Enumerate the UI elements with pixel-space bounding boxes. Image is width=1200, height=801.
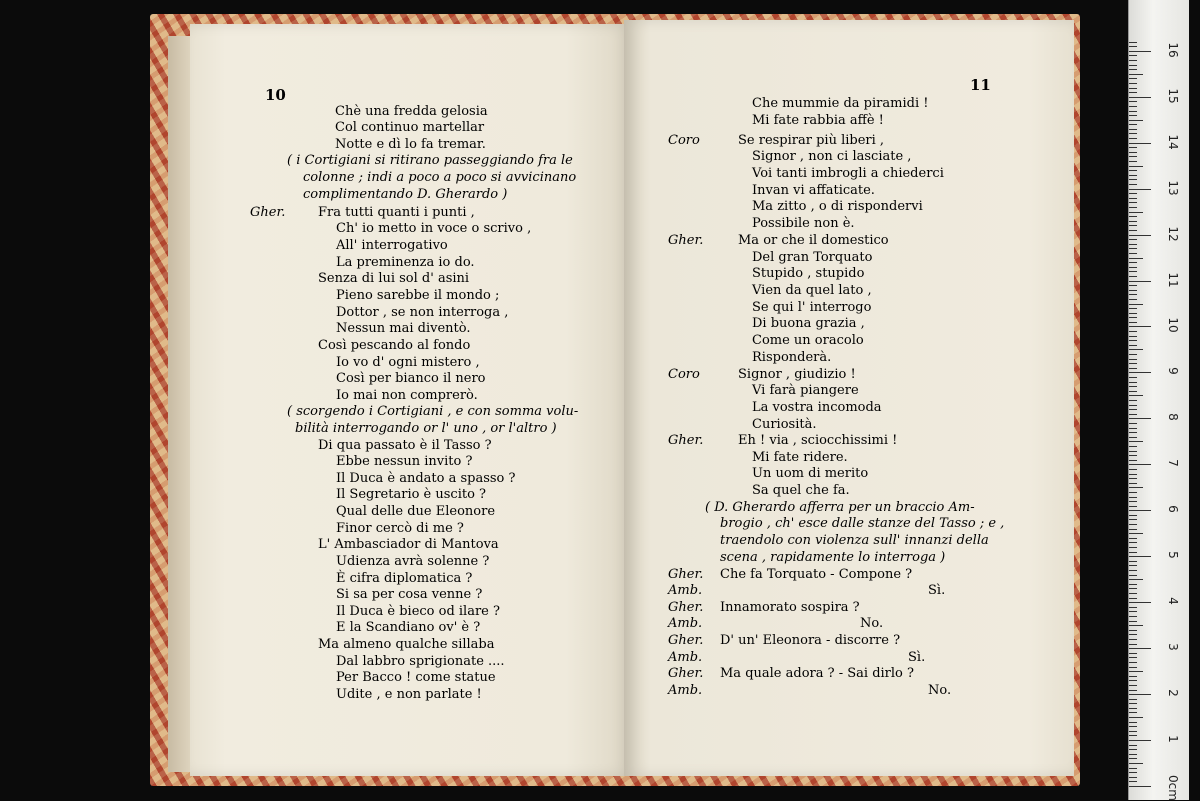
- ruler-tick: [1129, 542, 1137, 543]
- verse-line: Pieno sarebbe il mondo ;: [336, 288, 500, 303]
- ruler-tick: [1129, 143, 1151, 144]
- ruler-tick: [1129, 524, 1137, 525]
- stage-direction-line: colonne ; indi a poco a poco si avvicinano: [303, 170, 577, 185]
- ruler-tick: [1129, 326, 1151, 327]
- speaker-label: Gher.: [668, 666, 704, 681]
- ruler-tick: [1129, 501, 1137, 502]
- ruler-tick: [1129, 336, 1137, 337]
- ruler-tick: [1129, 147, 1137, 148]
- ruler-tick: [1129, 101, 1137, 102]
- verse-line: Sì.: [908, 650, 926, 665]
- ruler-tick: [1129, 441, 1143, 442]
- ruler-tick: [1129, 703, 1137, 704]
- ruler-tick: [1129, 405, 1137, 406]
- verse-line: Nessun mai diventò.: [336, 321, 471, 336]
- ruler-tick: [1129, 239, 1137, 240]
- ruler-label: 11: [1166, 271, 1180, 288]
- ruler-tick: [1129, 179, 1137, 180]
- ruler-tick: [1129, 391, 1137, 392]
- ruler-tick: [1129, 460, 1137, 461]
- verse-line: Ebbe nessun invito ?: [336, 454, 473, 469]
- ruler-tick: [1129, 133, 1137, 134]
- verse-line: Mi fate ridere.: [752, 450, 848, 465]
- ruler-tick: [1129, 258, 1143, 259]
- verse-line: Ma almeno qualche sillaba: [318, 637, 495, 652]
- verse-line: Stupido , stupido: [752, 266, 865, 281]
- verse-line: Udienza avrà solenne ?: [336, 554, 490, 569]
- ruler-tick: [1129, 290, 1137, 291]
- ruler-tick: [1129, 630, 1137, 631]
- ruler-tick: [1129, 519, 1137, 520]
- ruler-tick: [1129, 667, 1137, 668]
- ruler-tick: [1129, 749, 1137, 750]
- ruler-tick: [1129, 138, 1137, 139]
- ruler-tick: [1129, 740, 1151, 741]
- ruler-tick: [1129, 244, 1137, 245]
- ruler-tick: [1129, 621, 1137, 622]
- ruler-tick: [1129, 722, 1137, 723]
- ruler-tick: [1129, 639, 1137, 640]
- verse-line: Come un oracolo: [752, 333, 864, 348]
- ruler-label: 9: [1166, 367, 1180, 376]
- ruler-tick: [1129, 768, 1137, 769]
- ruler-label: 16: [1166, 42, 1180, 58]
- verse-line: Si sa per cosa venne ?: [336, 587, 483, 602]
- verse-line: Mi fate rabbia affè !: [752, 113, 884, 128]
- ruler-label: 2: [1166, 689, 1180, 697]
- verse-line: Io vo d' ogni mistero ,: [336, 355, 480, 370]
- verse-line: All' interrogativo: [336, 238, 448, 253]
- ruler-label: 12: [1166, 225, 1180, 242]
- ruler-tick: [1129, 161, 1137, 162]
- ruler-tick: [1129, 428, 1137, 429]
- ruler-tick: [1129, 65, 1137, 66]
- ruler-tick: [1129, 588, 1137, 589]
- ruler-label: 1: [1166, 735, 1180, 743]
- ruler-tick: [1129, 124, 1137, 125]
- ruler-tick: [1129, 584, 1137, 585]
- ruler-tick: [1129, 547, 1137, 548]
- ruler-tick: [1129, 129, 1137, 130]
- measuring-ruler: [1128, 0, 1189, 800]
- ruler-tick: [1129, 575, 1137, 576]
- ruler-tick: [1129, 712, 1137, 713]
- ruler-tick: [1129, 271, 1137, 272]
- ruler-tick: [1129, 111, 1137, 112]
- ruler-tick: [1129, 607, 1137, 608]
- ruler-label: 4: [1166, 597, 1180, 605]
- ruler-tick: [1129, 221, 1137, 222]
- ruler-tick: [1129, 611, 1137, 612]
- verse-line: Finor cercò di me ?: [336, 521, 464, 536]
- ruler-tick: [1129, 294, 1137, 295]
- ruler-tick: [1129, 731, 1137, 732]
- ruler-tick: [1129, 625, 1143, 626]
- speaker-label: Amb.: [668, 616, 703, 631]
- speaker-label: Gher.: [250, 205, 286, 220]
- ruler-tick: [1129, 363, 1137, 364]
- speaker-label: Gher.: [668, 567, 704, 582]
- verse-line: No.: [928, 683, 952, 698]
- ruler-label: 8: [1166, 413, 1180, 422]
- ruler-tick: [1129, 299, 1137, 300]
- ruler-tick: [1129, 772, 1137, 773]
- ruler-tick: [1129, 533, 1143, 534]
- ruler-tick: [1129, 216, 1137, 217]
- verse-line: Curiosità.: [752, 417, 817, 432]
- ruler-tick: [1129, 46, 1137, 47]
- ruler-tick: [1129, 382, 1137, 383]
- ruler-tick: [1129, 648, 1151, 649]
- ruler-tick: [1129, 786, 1151, 787]
- verse-line: E la Scandiano ov' è ?: [336, 620, 481, 635]
- verse-line: Col continuo martellar: [335, 120, 485, 135]
- ruler-tick: [1129, 754, 1137, 755]
- ruler-tick: [1129, 120, 1143, 121]
- ruler-tick: [1129, 202, 1137, 203]
- verse-line: Risponderà.: [752, 350, 832, 365]
- verse-line: La preminenza io do.: [336, 255, 475, 270]
- ruler-tick: [1129, 777, 1137, 778]
- speaker-label: Gher.: [668, 433, 704, 448]
- ruler-tick: [1129, 492, 1137, 493]
- verse-line: Chè una fredda gelosia: [335, 104, 488, 119]
- stage-direction-line: ( D. Gherardo afferra per un braccio Am-: [705, 500, 975, 515]
- ruler-tick: [1129, 455, 1137, 456]
- ruler-tick: [1129, 671, 1143, 672]
- ruler-tick: [1129, 552, 1137, 553]
- verse-line: Il Segretario è uscito ?: [336, 487, 487, 502]
- ruler-tick: [1129, 193, 1137, 194]
- ruler-tick: [1129, 304, 1143, 305]
- ruler-tick: [1129, 474, 1137, 475]
- verse-line: Il Duca è bieco od ilare ?: [336, 604, 500, 619]
- ruler-tick: [1129, 763, 1143, 764]
- ruler-tick: [1129, 97, 1151, 98]
- ruler-tick: [1129, 708, 1137, 709]
- ruler-tick: [1129, 69, 1137, 70]
- ruler-tick: [1129, 308, 1137, 309]
- verse-line: Il Duca è andato a spasso ?: [336, 471, 516, 486]
- ruler-tick: [1129, 345, 1137, 346]
- verse-line: Sì.: [928, 583, 946, 598]
- ruler-tick: [1129, 166, 1143, 167]
- ruler-tick: [1129, 152, 1137, 153]
- speaker-label: Coro: [668, 133, 700, 148]
- ruler-tick: [1129, 565, 1137, 566]
- left-page-number: 10: [265, 86, 286, 104]
- ruler-tick: [1129, 414, 1137, 415]
- verse-line: L' Ambasciador di Mantova: [318, 537, 499, 552]
- stage-direction-line: bilità interrogando or l' uno , or l'altro ): [295, 421, 557, 436]
- ruler-tick: [1129, 478, 1137, 479]
- verse-line: Dal labbro sprigionate ....: [336, 654, 505, 669]
- verse-line: Sa quel che fa.: [752, 483, 850, 498]
- ruler-tick: [1129, 699, 1137, 700]
- ruler-tick: [1129, 409, 1137, 410]
- ruler-tick: [1129, 602, 1151, 603]
- ruler-tick: [1129, 42, 1137, 43]
- ruler-tick: [1129, 506, 1137, 507]
- ruler-tick: [1129, 372, 1151, 373]
- verse-line: Che mummie da piramidi !: [752, 96, 929, 111]
- ruler-tick: [1129, 377, 1137, 378]
- ruler-tick: [1129, 717, 1143, 718]
- ruler-label: 10: [1166, 317, 1180, 334]
- ruler-tick: [1129, 230, 1137, 231]
- ruler-tick: [1129, 83, 1137, 84]
- ruler-label: 5: [1166, 551, 1180, 560]
- verse-line: Possibile non è.: [752, 216, 855, 231]
- speaker-label: Coro: [668, 367, 700, 382]
- ruler-tick: [1129, 653, 1137, 654]
- verse-line: Voi tanti imbrogli a chiederci: [752, 166, 944, 181]
- verse-line: Qual delle due Eleonore: [336, 504, 496, 519]
- speaker-label: Gher.: [668, 600, 704, 615]
- ruler-tick: [1129, 726, 1137, 727]
- ruler-tick: [1129, 437, 1137, 438]
- ruler-tick: [1129, 593, 1137, 594]
- ruler-tick: [1129, 634, 1137, 635]
- verse-line: No.: [860, 616, 884, 631]
- ruler-tick: [1129, 55, 1137, 56]
- ruler-tick: [1129, 781, 1137, 782]
- ruler-tick: [1129, 616, 1137, 617]
- ruler-tick: [1129, 570, 1137, 571]
- ruler-tick: [1129, 758, 1137, 759]
- ruler-tick: [1129, 662, 1137, 663]
- verse-line: Vien da quel lato ,: [752, 283, 872, 298]
- ruler-tick: [1129, 235, 1151, 236]
- ruler-tick: [1129, 92, 1137, 93]
- verse-line: Vi farà piangere: [752, 383, 859, 398]
- speaker-label: Gher.: [668, 633, 704, 648]
- ruler-tick: [1129, 198, 1137, 199]
- ruler-label: 3: [1166, 643, 1180, 651]
- ruler-tick: [1129, 331, 1137, 332]
- ruler-tick: [1129, 680, 1137, 681]
- ruler-tick: [1129, 368, 1137, 369]
- ruler-tick: [1129, 340, 1137, 341]
- ruler-tick: [1129, 451, 1137, 452]
- ruler-tick: [1129, 88, 1137, 89]
- ruler-tick: [1129, 579, 1143, 580]
- stage-direction-line: ( scorgendo i Cortigiani , e con somma volu-: [287, 404, 579, 419]
- ruler-tick: [1129, 694, 1151, 695]
- ruler-tick: [1129, 156, 1137, 157]
- speaker-label: Amb.: [668, 650, 703, 665]
- verse-line: Dottor , se non interroga ,: [336, 305, 509, 320]
- ruler-tick: [1129, 354, 1137, 355]
- verse-line: Fra tutti quanti i punti ,: [318, 205, 475, 220]
- speaker-label: Gher.: [668, 233, 704, 248]
- ruler-tick: [1129, 676, 1137, 677]
- verse-line: D' un' Eleonora - discorre ?: [720, 633, 901, 648]
- ruler-tick: [1129, 735, 1137, 736]
- verse-line: Signor , giudizio !: [738, 367, 856, 382]
- ruler-tick: [1129, 446, 1137, 447]
- ruler-tick: [1129, 644, 1137, 645]
- ruler-tick: [1129, 685, 1137, 686]
- ruler-tick: [1129, 657, 1137, 658]
- ruler-tick: [1129, 423, 1137, 424]
- ruler-tick: [1129, 598, 1137, 599]
- ruler-tick: [1129, 189, 1151, 190]
- verse-line: Invan vi affaticate.: [752, 183, 875, 198]
- stage-direction-line: brogio , ch' esce dalle stanze del Tasso ; e ,: [720, 516, 1005, 531]
- ruler-tick: [1129, 464, 1151, 465]
- verse-line: Signor , non ci lasciate ,: [752, 149, 912, 164]
- ruler-tick: [1129, 483, 1137, 484]
- verse-line: Ma quale adora ? - Sai dirlo ?: [720, 666, 914, 681]
- verse-line: Così pescando al fondo: [318, 338, 471, 353]
- ruler-tick: [1129, 225, 1137, 226]
- speaker-label: Amb.: [668, 583, 703, 598]
- ruler-tick: [1129, 690, 1137, 691]
- ruler-tick: [1129, 556, 1151, 557]
- ruler-tick: [1129, 248, 1137, 249]
- verse-line: Ch' io metto in voce o scrivo ,: [336, 221, 532, 236]
- verse-line: Notte e dì lo fa tremar.: [335, 137, 486, 152]
- verse-line: Un uom di merito: [752, 466, 869, 481]
- ruler-label: 7: [1166, 459, 1180, 468]
- speaker-label: Amb.: [668, 683, 703, 698]
- ruler-tick: [1129, 418, 1151, 419]
- verse-line: Senza di lui sol d' asini: [318, 271, 470, 286]
- ruler-tick: [1129, 400, 1137, 401]
- ruler-tick: [1129, 432, 1137, 433]
- ruler-label: 14: [1166, 134, 1180, 150]
- verse-line: Per Bacco ! come statue: [336, 670, 496, 685]
- ruler-tick: [1129, 262, 1137, 263]
- ruler-tick: [1129, 253, 1137, 254]
- ruler-tick: [1129, 515, 1137, 516]
- ruler-tick: [1129, 276, 1137, 277]
- ruler-tick: [1129, 349, 1143, 350]
- ruler-tick: [1129, 115, 1137, 116]
- ruler-tick: [1129, 51, 1151, 52]
- ruler-tick: [1129, 322, 1137, 323]
- ruler-tick: [1129, 510, 1151, 511]
- ruler-tick: [1129, 359, 1137, 360]
- ruler-tick: [1129, 170, 1137, 171]
- ruler-tick: [1129, 469, 1137, 470]
- verse-line: Ma zitto , o di rispondervi: [752, 199, 923, 214]
- ruler-tick: [1129, 386, 1137, 387]
- verse-line: Se qui l' interrogo: [752, 300, 872, 315]
- verse-line: Io mai non comprerò.: [336, 388, 478, 403]
- ruler-tick: [1129, 487, 1143, 488]
- ruler-tick: [1129, 745, 1137, 746]
- verse-line: È cifra diplomatica ?: [336, 571, 473, 586]
- stage-direction-line: complimentando D. Gherardo ): [303, 187, 508, 202]
- verse-line: Così per bianco il nero: [336, 371, 486, 386]
- ruler-label: 6: [1166, 505, 1180, 514]
- stage-direction-line: ( i Cortigiani si ritirano passeggiando fra le: [287, 153, 573, 168]
- verse-line: Se respirar più liberi ,: [738, 133, 885, 148]
- verse-line: Di qua passato è il Tasso ?: [318, 438, 492, 453]
- right-page-number: 11: [970, 76, 991, 94]
- ruler-label: 13: [1166, 179, 1180, 196]
- ruler-tick: [1129, 78, 1137, 79]
- ruler-tick: [1129, 212, 1143, 213]
- ruler-tick: [1129, 313, 1137, 314]
- verse-line: Che fa Torquato - Compone ?: [720, 567, 913, 582]
- stage-direction-line: scena , rapidamente lo interroga ): [720, 550, 946, 565]
- ruler-tick: [1129, 395, 1143, 396]
- verse-line: La vostra incomoda: [752, 400, 882, 415]
- ruler-tick: [1129, 267, 1137, 268]
- ruler-tick: [1129, 184, 1137, 185]
- ruler-tick: [1129, 538, 1137, 539]
- ruler-tick: [1129, 285, 1137, 286]
- stage-direction-line: traendolo con violenza sull' innanzi della: [720, 533, 989, 548]
- verse-line: Eh ! via , sciocchissimi !: [738, 433, 898, 448]
- verse-line: Di buona grazia ,: [752, 316, 865, 331]
- ruler-tick: [1129, 74, 1143, 75]
- ruler-tick: [1129, 529, 1137, 530]
- ruler-label: 0cm: [1166, 775, 1180, 801]
- ruler-tick: [1129, 497, 1137, 498]
- ruler-tick: [1129, 106, 1137, 107]
- ruler-tick: [1129, 60, 1137, 61]
- verse-line: Innamorato sospira ?: [720, 600, 860, 615]
- verse-line: Udite , e non parlate !: [336, 687, 482, 702]
- verse-line: Del gran Torquato: [752, 250, 873, 265]
- ruler-tick: [1129, 317, 1137, 318]
- ruler-tick: [1129, 561, 1137, 562]
- ruler-tick: [1129, 175, 1137, 176]
- ruler-tick: [1129, 281, 1151, 282]
- ruler-label: 15: [1166, 88, 1180, 104]
- ruler-tick: [1129, 207, 1137, 208]
- verse-line: Ma or che il domestico: [738, 233, 889, 248]
